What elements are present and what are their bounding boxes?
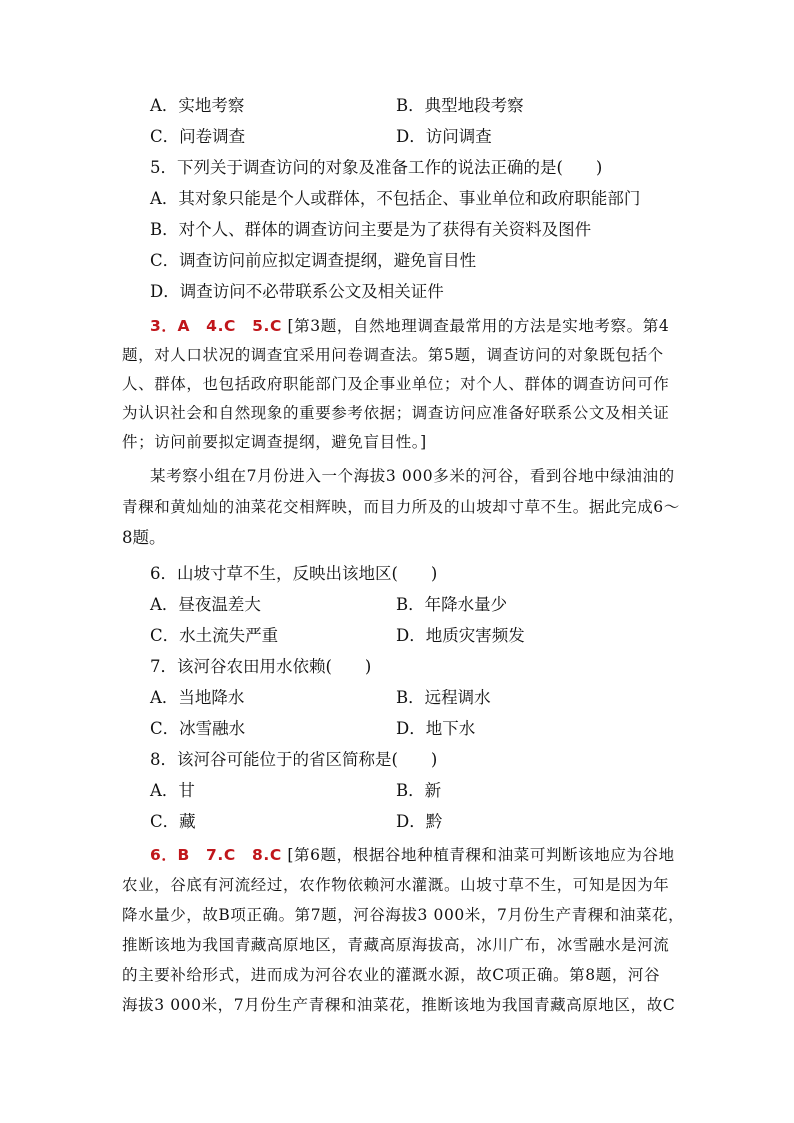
answer-explanation-3-5-line-2: 题，对人口状况的调查宜采用问卷调查法。第5题，调查访问的对象既包括个 xyxy=(122,346,664,364)
answer-key-3-5: 3．A 4.C 5.C xyxy=(150,317,282,335)
question-5-option-b: B．对个人、群体的调查访问主要是为了获得有关资料及图件 xyxy=(150,220,592,239)
question-8-option-d: D．黔 xyxy=(396,812,443,831)
question-7-option-d: D．地下水 xyxy=(396,719,476,738)
option-c: C．问卷调查 xyxy=(150,127,246,146)
answer-text: [第3题，自然地理调查最常用的方法是实地考察。第4 xyxy=(287,317,670,335)
question-6-option-b: B．年降水量少 xyxy=(396,595,508,614)
question-7-stem: 7．该河谷农田用水依赖( ) xyxy=(150,657,372,676)
answer-explanation-3-5-line-5: 件；访问前要拟定调查提纲，避免盲目性。] xyxy=(122,433,427,451)
answer-explanation-3-5-line-3: 人、群体，也包括政府职能部门及企事业单位；对个人、群体的调查访问可作 xyxy=(122,375,670,393)
passage-line-3: 8题。 xyxy=(122,528,166,547)
question-5-option-c: C．调查访问前应拟定调查提纲，避免盲目性 xyxy=(150,251,477,270)
question-8-option-b: B．新 xyxy=(396,781,442,800)
option-b: B．典型地段考察 xyxy=(396,96,524,115)
answer-explanation-6-8-line-4: 推断该地为我国青藏高原地区，青藏高原海拔高，冰川广布，冰雪融水是河流 xyxy=(122,936,670,954)
question-6-option-a: A．昼夜温差大 xyxy=(150,595,261,614)
answer-text: [第6题，根据谷地种植青稞和油菜可判断该地应为谷地 xyxy=(287,846,675,864)
passage-line-2: 青稞和黄灿灿的油菜花交相辉映，而目力所及的山坡却寸草不生。据此完成6～ xyxy=(122,498,680,516)
question-8-stem: 8．该河谷可能位于的省区简称是( ) xyxy=(150,750,438,769)
answer-explanation-6-8-line-5: 的主要补给形式，进而成为河谷农业的灌溉水源，故C项正确。第8题，河谷 xyxy=(122,966,661,984)
answer-explanation-6-8-line-2: 农业，谷底有河流经过，农作物依赖河水灌溉。山坡寸草不生，可知是因为年 xyxy=(122,876,670,894)
question-6-option-c: C．水土流失严重 xyxy=(150,626,279,645)
answer-key-6-8: 6．B 7.C 8.C xyxy=(150,846,282,864)
question-5-option-d: D．调查访问不必带联系公文及相关证件 xyxy=(150,282,444,301)
question-8-option-c: C．藏 xyxy=(150,812,196,831)
answer-explanation-6-8-line-6: 海拔3 000米，7月份生产青稞和油菜花，推断该地为我国青藏高原地区，故C xyxy=(122,996,676,1014)
question-7-option-c: C．冰雪融水 xyxy=(150,719,246,738)
answer-explanation-3-5-line-1 xyxy=(150,315,669,337)
question-6-stem: 6．山坡寸草不生，反映出该地区( ) xyxy=(150,564,438,583)
answer-explanation-6-8-line-1 xyxy=(150,844,675,866)
question-7-option-b: B．远程调水 xyxy=(396,688,491,707)
option-d: D．访问调查 xyxy=(396,127,492,146)
question-8-option-a: A．甘 xyxy=(150,781,195,800)
question-6-option-d: D．地质灾害频发 xyxy=(396,626,525,645)
answer-explanation-3-5-line-4: 为认识社会和自然现象的重要参考依据；调查访问应准备好联系公文及相关证 xyxy=(122,404,670,422)
question-5-stem: 5．下列关于调查访问的对象及准备工作的说法正确的是( ) xyxy=(150,158,603,177)
question-5-option-a: A．其对象只能是个人或群体，不包括企、事业单位和政府职能部门 xyxy=(150,189,641,208)
passage-line-1: 某考察小组在7月份进入一个海拔3 000多米的河谷，看到谷地中绿油油的 xyxy=(150,467,675,485)
question-7-option-a: A．当地降水 xyxy=(150,688,245,707)
answer-explanation-6-8-line-3: 降水量少，故B项正确。第7题，河谷海拔3 000米，7月份生产青稞和油菜花， xyxy=(122,906,685,924)
option-a: A．实地考察 xyxy=(150,96,245,115)
